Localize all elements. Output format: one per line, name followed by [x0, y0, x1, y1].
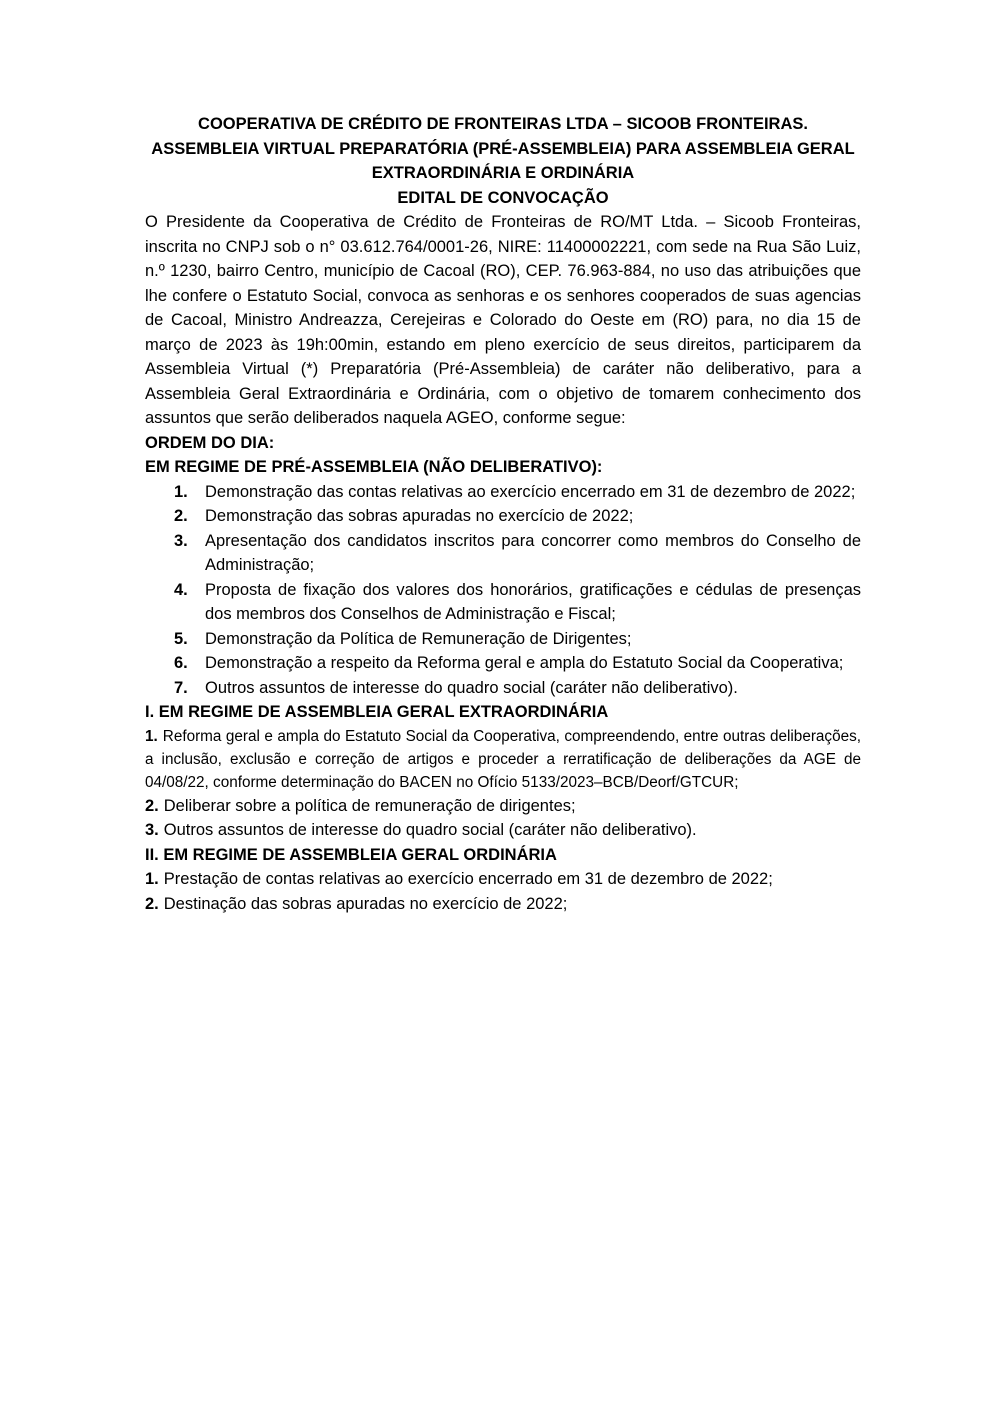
item-number: 1. — [145, 870, 159, 888]
item-number: 3. — [145, 821, 159, 839]
agenda-item — [145, 529, 861, 578]
document-title: COOPERATIVA DE CRÉDITO DE FRONTEIRAS LTDA – SICOOB FRONTEIRAS. — [198, 115, 808, 133]
agenda-item-text: Proposta de fixação dos valores dos honorários, gratificações e cédulas de presenças dos membros dos Conselhos de Administração e Fiscal; — [205, 580, 861, 623]
extraordinaria-heading: I. EM REGIME DE ASSEMBLEIA GERAL EXTRAORDINÁRIA — [145, 703, 609, 721]
item-text: Outros assuntos de interesse do quadro social (caráter não deliberativo). — [163, 821, 697, 839]
agenda-item-number: 1. — [174, 482, 188, 501]
extraordinaria-item — [145, 818, 861, 843]
ordinaria-item — [145, 892, 861, 917]
agenda-item-number: 5. — [174, 629, 188, 648]
agenda-item-number: 2. — [174, 507, 188, 525]
agenda-item — [145, 504, 861, 529]
agenda-item — [145, 627, 861, 652]
intro-paragraph: O Presidente da Cooperativa de Crédito de Fronteiras de RO/MT Ltda. – Sicoob Fronteiras, inscrita no CNPJ sob o n° 03.612.764/0001-26, NIRE: 11400002221, com sede na Rua São Luiz, n.º 1230, bairro Centro, município de Cacoal (RO), CEP. 76.963-884, no uso das atribuições que lhe confere o Estatuto Social, convoca as senhoras e os senhores cooperados de suas agencias de Cacoal, Ministro Andreazza, Cerejeiras e Colorado do Oeste em (RO) para, no dia 15 de março de 2023 às 19h:00min, estando em pleno exercício de seus direitos, participarem da Assembleia Virtual (*) Preparatória (Pré-Assembleia) de caráter não deliberativo, para a Assembleia Geral Extraordinária e Ordinária, com o objetivo de tomarem conhecimento dos assuntos que serão deliberados naquela AGEO, conforme segue: — [145, 213, 861, 427]
item-number: 2. — [145, 894, 159, 913]
item-text: Destinação das sobras apuradas no exercício de 2022; — [163, 894, 568, 913]
agenda-item-text: Demonstração a respeito da Reforma geral e ampla do Estatuto Social da Cooperativa; — [205, 654, 844, 672]
agenda-item-number: 6. — [174, 654, 188, 672]
document-subtitle: ASSEMBLEIA VIRTUAL PREPARATÓRIA (PRÉ-ASSEMBLEIA) PARA ASSEMBLEIA GERAL EXTRAORDINÁRIA E ORDINÁRIA — [151, 139, 855, 182]
item-text: Prestação de contas relativas ao exercício encerrado em 31 de dezembro de 2022; — [163, 870, 773, 888]
item-number: 2. — [145, 796, 159, 815]
agenda-item-text: Apresentação dos candidatos inscritos para concorrer como membros do Conselho de Administração; — [205, 531, 861, 574]
item-text: Reforma geral e ampla do Estatuto Social da Cooperativa, compreendendo, entre outras deliberações, a inclusão, exclusão e correção de artigos e proceder a rerratificação de deliberações da AGE de 04/08/22, conforme determinação do BACEN no Ofício 5133/2023–BCB/Deorf/GTCUR; — [145, 727, 861, 791]
agenda-item — [145, 651, 861, 676]
agenda-item — [145, 480, 861, 505]
agenda-item-text: Demonstração das contas relativas ao exercício encerrado em 31 de dezembro de 2022; — [205, 482, 856, 501]
extraordinaria-item — [145, 725, 861, 794]
item-text: Deliberar sobre a política de remuneração de dirigentes; — [163, 796, 576, 815]
ordem-do-dia-heading: ORDEM DO DIA: — [145, 433, 275, 452]
edital-heading: EDITAL DE CONVOCAÇÃO — [397, 188, 609, 207]
ordinaria-heading: II. EM REGIME DE ASSEMBLEIA GERAL ORDINÁRIA — [145, 845, 557, 864]
item-number: 1. — [145, 727, 158, 745]
agenda-item-text: Demonstração das sobras apuradas no exercício de 2022; — [205, 507, 634, 525]
agenda-item-number: 4. — [174, 580, 188, 599]
agenda-item-text: Outros assuntos de interesse do quadro social (caráter não deliberativo). — [205, 678, 738, 697]
agenda-item-number: 3. — [174, 531, 188, 550]
pre-assembleia-heading: EM REGIME DE PRÉ-ASSEMBLEIA (NÃO DELIBERATIVO): — [145, 458, 603, 476]
agenda-item — [145, 676, 861, 701]
agenda-item-text: Demonstração da Política de Remuneração de Dirigentes; — [205, 629, 632, 648]
agenda-item — [145, 578, 861, 627]
agenda-item-number: 7. — [174, 678, 188, 697]
ordinaria-item — [145, 867, 861, 892]
extraordinaria-item — [145, 794, 861, 819]
pre-assembleia-list — [145, 480, 861, 701]
document-content — [145, 112, 861, 916]
